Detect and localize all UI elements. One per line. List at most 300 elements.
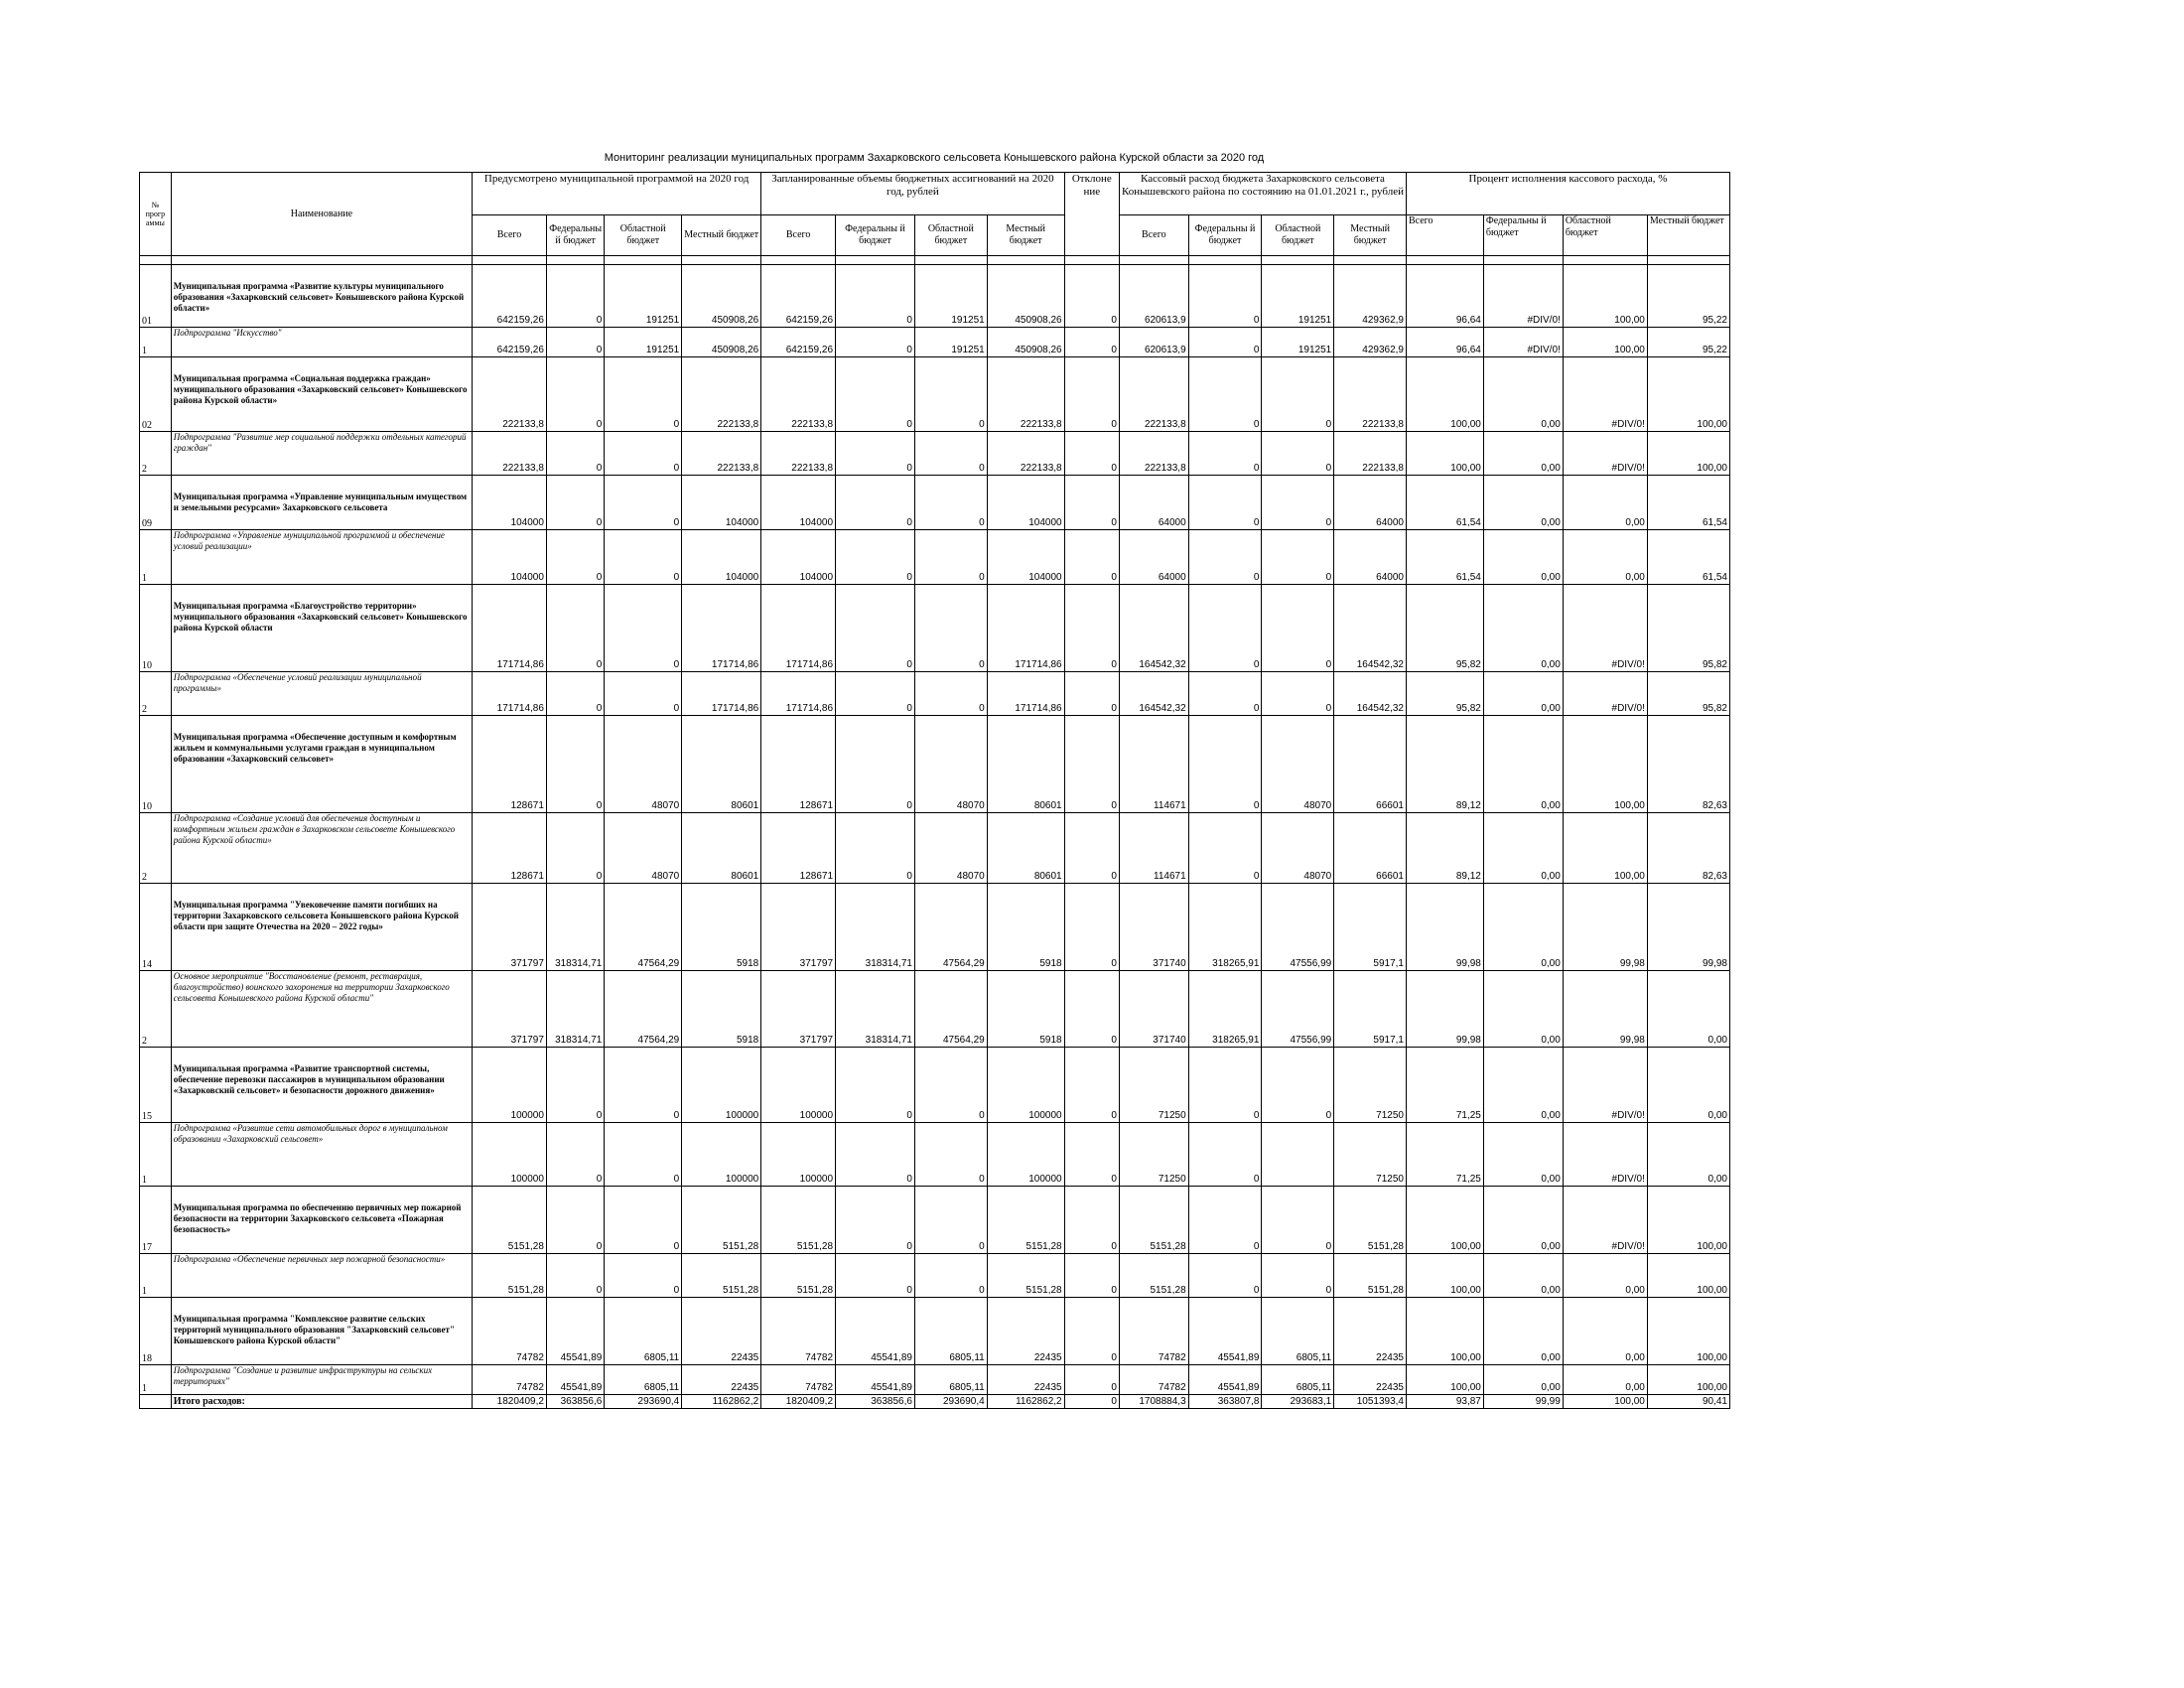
table-cell: 642159,26	[473, 265, 547, 328]
total-cell: 1820409,2	[473, 1395, 547, 1409]
table-cell: 0	[546, 585, 604, 672]
table-cell: 0	[836, 813, 915, 884]
table-cell: 0	[836, 1254, 915, 1298]
total-cell: 93,87	[1406, 1395, 1483, 1409]
program-number: 18	[140, 1298, 172, 1365]
table-cell: #DIV/0!	[1563, 585, 1647, 672]
table-cell: 100000	[761, 1123, 836, 1187]
table-cell: 318314,71	[546, 971, 604, 1048]
table-cell: 0,00	[1563, 530, 1647, 585]
table-cell: 128671	[473, 813, 547, 884]
program-name: Муниципальная программа "Комплексное развитие сельских территорий муниципального образования "Захарковский сельсовет" Конышевского района Курской области"	[171, 1298, 472, 1365]
total-number-cell	[140, 1395, 172, 1409]
table-cell: 0	[605, 432, 682, 476]
table-cell: 0	[1188, 328, 1262, 357]
table-cell: 318314,71	[546, 884, 604, 971]
table-cell: 64000	[1334, 530, 1407, 585]
table-cell: 222133,8	[1119, 432, 1188, 476]
table-cell: 0	[1262, 1254, 1334, 1298]
table-cell: 104000	[473, 476, 547, 530]
table-cell: 0	[1064, 1298, 1119, 1365]
table-cell: 0	[836, 716, 915, 813]
program-name: Муниципальная программа «Обеспечение доступным и комфортным жильем и коммунальными услугами граждан в муниципальном образовании «Захарковский сельсовет»	[171, 716, 472, 813]
table-cell: 0	[1262, 432, 1334, 476]
header-cash-expenditure: Кассовый расход бюджета Захарковского сельсовета Конышевского района по состоянию на 01.01.2021 г., рублей	[1119, 173, 1406, 215]
table-cell: #DIV/0!	[1563, 672, 1647, 716]
table-cell: 74782	[761, 1365, 836, 1395]
table-cell: 48070	[914, 813, 987, 884]
table-cell: 164542,32	[1334, 672, 1407, 716]
table-cell: 0	[1262, 1048, 1334, 1123]
table-cell: 0	[546, 1048, 604, 1123]
program-name: Муниципальная программа «Развитие транспортной системы, обеспечение перевозки пассажиров в муниципальном образовании «Захарковский сельсовет» и безопасности дорожного движения»	[171, 1048, 472, 1123]
table-cell: 318265,91	[1188, 971, 1262, 1048]
table-cell: 99,98	[1406, 884, 1483, 971]
total-cell: 363807,8	[1188, 1395, 1262, 1409]
table-cell: 5151,28	[1334, 1254, 1407, 1298]
table-cell: 100,00	[1406, 357, 1483, 432]
table-cell: 171714,86	[473, 672, 547, 716]
table-cell: 47556,99	[1262, 971, 1334, 1048]
col-regional: Областной бюджет	[605, 215, 682, 256]
table-cell: 5151,28	[987, 1187, 1064, 1254]
table-cell: 222133,8	[761, 357, 836, 432]
table-cell: 100,00	[1563, 813, 1647, 884]
total-cell: 100,00	[1563, 1395, 1647, 1409]
table-cell: 82,63	[1647, 716, 1729, 813]
table-cell	[1262, 1123, 1334, 1187]
total-cell: 0	[1064, 1395, 1119, 1409]
table-cell: 95,82	[1406, 585, 1483, 672]
table-cell: 450908,26	[682, 265, 761, 328]
table-cell: 450908,26	[987, 265, 1064, 328]
program-number: 2	[140, 672, 172, 716]
program-number: 1	[140, 1365, 172, 1395]
program-number: 01	[140, 265, 172, 328]
table-cell: 429362,9	[1334, 328, 1407, 357]
col-total: Всего	[473, 215, 547, 256]
table-cell: 100000	[682, 1048, 761, 1123]
table-cell: 0	[546, 265, 604, 328]
table-cell: 47556,99	[1262, 884, 1334, 971]
subprogram-row	[140, 672, 1730, 716]
table-cell: 191251	[1262, 328, 1334, 357]
table-cell: 171714,86	[682, 585, 761, 672]
table-cell: #DIV/0!	[1563, 1123, 1647, 1187]
table-cell: 222133,8	[1119, 357, 1188, 432]
table-cell: 0	[914, 432, 987, 476]
table-cell: 99,98	[1563, 884, 1647, 971]
table-cell: 171714,86	[761, 672, 836, 716]
table-cell: 222133,8	[761, 432, 836, 476]
table-cell: 0	[1188, 357, 1262, 432]
table-cell: 47564,29	[605, 971, 682, 1048]
table-cell: 104000	[987, 476, 1064, 530]
spacer-row	[140, 256, 1730, 265]
table-cell: 74782	[473, 1298, 547, 1365]
table-cell: 0	[1262, 357, 1334, 432]
table-cell: 0	[836, 265, 915, 328]
table-cell: #DIV/0!	[1563, 357, 1647, 432]
table-cell: 61,54	[1406, 530, 1483, 585]
program-number: 17	[140, 1187, 172, 1254]
table-cell: 191251	[914, 265, 987, 328]
table-cell: 100,00	[1406, 1365, 1483, 1395]
table-cell: 0,00	[1647, 1048, 1729, 1123]
table-cell: 5151,28	[682, 1187, 761, 1254]
subprogram-row	[140, 971, 1730, 1048]
table-cell: 22435	[682, 1298, 761, 1365]
table-cell: 100,00	[1406, 1254, 1483, 1298]
program-name: Муниципальная программа "Увековечение памяти погибших на территории Захарковского сельсовета Конышевского района Курской области при защите Отечества на 2020 – 2022 годы»	[171, 884, 472, 971]
table-cell: 0,00	[1483, 432, 1563, 476]
table-cell: 0,00	[1563, 476, 1647, 530]
table-cell: 0,00	[1563, 1254, 1647, 1298]
table-cell: 61,54	[1647, 476, 1729, 530]
table-cell: 371797	[761, 971, 836, 1048]
subprogram-row	[140, 813, 1730, 884]
table-cell: 45541,89	[546, 1298, 604, 1365]
col-federal: Федеральны й бюджет	[1188, 215, 1262, 256]
table-cell: 0	[1188, 716, 1262, 813]
table-cell: 6805,11	[1262, 1298, 1334, 1365]
total-cell: 1820409,2	[761, 1395, 836, 1409]
subprogram-row	[140, 1254, 1730, 1298]
table-cell: 0	[1064, 585, 1119, 672]
table-cell: 0,00	[1483, 716, 1563, 813]
col-local: Местный бюджет	[682, 215, 761, 256]
col-regional: Областной бюджет	[914, 215, 987, 256]
table-cell: 6805,11	[605, 1298, 682, 1365]
table-cell: 0	[1188, 265, 1262, 328]
table-cell: 0	[546, 432, 604, 476]
table-cell: 0	[546, 1187, 604, 1254]
table-cell: 0	[605, 1187, 682, 1254]
program-number: 2	[140, 971, 172, 1048]
subprogram-name: Подпрограмма "Развитие мер социальной поддержки отдельных категорий граждан"	[171, 432, 472, 476]
table-cell: 0,00	[1483, 1048, 1563, 1123]
table-cell: 71,25	[1406, 1123, 1483, 1187]
table-cell: 80601	[987, 716, 1064, 813]
table-cell: 0	[1064, 672, 1119, 716]
table-cell: 5151,28	[761, 1254, 836, 1298]
table-cell: 0	[546, 476, 604, 530]
table-cell: 222133,8	[682, 432, 761, 476]
table-cell: 47564,29	[914, 971, 987, 1048]
table-cell: 0	[546, 672, 604, 716]
table-cell: 0	[914, 1187, 987, 1254]
program-number: 09	[140, 476, 172, 530]
program-name: Муниципальная программа «Управление муниципальным имуществом и земельными ресурсами» Захарковского сельсовета	[171, 476, 472, 530]
table-cell: 22435	[987, 1298, 1064, 1365]
table-cell: 371740	[1119, 971, 1188, 1048]
total-cell: 1051393,4	[1334, 1395, 1407, 1409]
table-cell: 99,98	[1406, 971, 1483, 1048]
total-cell: 1162862,2	[987, 1395, 1064, 1409]
table-cell: 429362,9	[1334, 265, 1407, 328]
table-cell: 620613,9	[1119, 265, 1188, 328]
table-cell: 96,64	[1406, 328, 1483, 357]
table-cell: 191251	[605, 328, 682, 357]
table-cell: 450908,26	[987, 328, 1064, 357]
program-row	[140, 1187, 1730, 1254]
table-cell: 48070	[1262, 716, 1334, 813]
table-cell: 0,00	[1647, 1123, 1729, 1187]
table-cell: 5151,28	[987, 1254, 1064, 1298]
table-cell: 0	[1064, 328, 1119, 357]
table-cell: 0	[1064, 432, 1119, 476]
table-cell: 45541,89	[546, 1365, 604, 1395]
subprogram-row	[140, 1365, 1730, 1395]
table-cell: 5917,1	[1334, 971, 1407, 1048]
program-number: 10	[140, 585, 172, 672]
program-number: 2	[140, 813, 172, 884]
total-cell: 99,99	[1483, 1395, 1563, 1409]
table-cell: 100,00	[1563, 716, 1647, 813]
table-cell: 5151,28	[473, 1254, 547, 1298]
total-cell: 293683,1	[1262, 1395, 1334, 1409]
table-cell: 48070	[605, 716, 682, 813]
table-cell: 0,00	[1483, 672, 1563, 716]
col-local: Местный бюджет	[1334, 215, 1407, 256]
table-cell: 371797	[473, 884, 547, 971]
program-row	[140, 1298, 1730, 1365]
table-cell: #DIV/0!	[1563, 1187, 1647, 1254]
table-cell: 45541,89	[836, 1365, 915, 1395]
table-cell: 22435	[1334, 1298, 1407, 1365]
header-program-number: № прогр аммы	[140, 173, 172, 256]
total-cell: 1708884,3	[1119, 1395, 1188, 1409]
program-number: 1	[140, 1123, 172, 1187]
table-cell: 0	[1262, 672, 1334, 716]
subprogram-name: Подпрограмма «Создание условий для обеспечения доступным и комфортным жильем граждан в Захарковском сельсовете Конышевского района Курской области»	[171, 813, 472, 884]
table-cell: #DIV/0!	[1483, 265, 1563, 328]
table-cell: 61,54	[1406, 476, 1483, 530]
table-cell: 114671	[1119, 813, 1188, 884]
subprogram-row	[140, 530, 1730, 585]
table-cell: 80601	[682, 813, 761, 884]
table-cell: 95,22	[1647, 328, 1729, 357]
table-cell: 0,00	[1483, 476, 1563, 530]
table-cell: 100,00	[1406, 1298, 1483, 1365]
table-cell: 0	[1188, 476, 1262, 530]
table-cell: 164542,32	[1334, 585, 1407, 672]
table-cell: 0	[914, 1048, 987, 1123]
table-cell: 71250	[1334, 1123, 1407, 1187]
monitoring-table	[139, 172, 1730, 1409]
table-cell: 164542,32	[1119, 585, 1188, 672]
table-cell: 0	[1188, 1254, 1262, 1298]
table-cell: 171714,86	[473, 585, 547, 672]
table-cell: 74782	[1119, 1365, 1188, 1395]
table-cell: 0,00	[1483, 1187, 1563, 1254]
table-cell: 0,00	[1483, 357, 1563, 432]
program-name: Муниципальная программа «Развитие культуры муниципального образования «Захарковский сельсовет» Конышевского района Курской области»	[171, 265, 472, 328]
col-federal: Федеральны й бюджет	[836, 215, 915, 256]
table-cell: 0	[1262, 476, 1334, 530]
table-cell: 0	[546, 1254, 604, 1298]
table-cell: 371797	[761, 884, 836, 971]
program-name: Муниципальная программа «Социальная поддержка граждан» муниципального образования «Захарковский сельсовет» Конышевского района Курской области»	[171, 357, 472, 432]
col-total: Всего	[761, 215, 836, 256]
table-cell: 0,00	[1483, 585, 1563, 672]
table-cell: 0	[605, 1048, 682, 1123]
table-cell: 22435	[1334, 1365, 1407, 1395]
col-regional: Областной бюджет	[1563, 215, 1647, 256]
col-federal: Федеральны й бюджет	[1483, 215, 1563, 256]
table-cell: 45541,89	[836, 1298, 915, 1365]
table-cell: 104000	[987, 530, 1064, 585]
table-cell: 22435	[682, 1365, 761, 1395]
table-cell: 95,82	[1647, 672, 1729, 716]
table-cell: 0	[1188, 1123, 1262, 1187]
program-number: 02	[140, 357, 172, 432]
table-cell: 100000	[473, 1048, 547, 1123]
table-cell: 0	[836, 672, 915, 716]
table-cell: 100000	[682, 1123, 761, 1187]
table-cell: 45541,89	[1188, 1365, 1262, 1395]
table-cell: 171714,86	[987, 585, 1064, 672]
subprogram-name: Подпрограмма «Обеспечение условий реализации муниципальной программы»	[171, 672, 472, 716]
table-cell: 0,00	[1483, 971, 1563, 1048]
table-cell: 0	[546, 357, 604, 432]
table-cell: 104000	[682, 476, 761, 530]
header-budget-allocations: Запланированные объемы бюджетных ассигнований на 2020 год, рублей	[761, 173, 1064, 215]
table-cell: 104000	[682, 530, 761, 585]
table-cell: 0	[1064, 716, 1119, 813]
table-cell: 0	[1064, 357, 1119, 432]
table-body	[140, 256, 1730, 1409]
program-number: 14	[140, 884, 172, 971]
table-cell: 620613,9	[1119, 328, 1188, 357]
table-cell: 0	[605, 357, 682, 432]
table-cell: 0	[605, 585, 682, 672]
table-cell: 0	[1188, 1187, 1262, 1254]
table-cell: 0	[914, 1254, 987, 1298]
table-cell: 0	[546, 328, 604, 357]
table-cell: 48070	[914, 716, 987, 813]
table-cell: 0,00	[1483, 1298, 1563, 1365]
table-cell: 222133,8	[1334, 432, 1407, 476]
report-title: Мониторинг реализации муниципальных программ Захарковского сельсовета Конышевского района Курской области за 2020 год	[604, 152, 1265, 164]
table-cell: 104000	[761, 530, 836, 585]
table-cell: 0	[1262, 530, 1334, 585]
program-number: 15	[140, 1048, 172, 1123]
table-cell: 80601	[987, 813, 1064, 884]
table-cell: 318314,71	[836, 971, 915, 1048]
table-cell: 5151,28	[1119, 1187, 1188, 1254]
subprogram-row	[140, 328, 1730, 357]
col-total: Всего	[1119, 215, 1188, 256]
table-cell: 0	[1188, 1048, 1262, 1123]
table-cell: 100,00	[1563, 328, 1647, 357]
table-cell: 0	[836, 1048, 915, 1123]
table-cell: 0,00	[1647, 971, 1729, 1048]
total-cell: 293690,4	[914, 1395, 987, 1409]
table-cell: 71250	[1119, 1048, 1188, 1123]
table-cell: 0	[914, 1123, 987, 1187]
table-cell: 0,00	[1563, 1365, 1647, 1395]
table-cell: 128671	[761, 813, 836, 884]
table-cell: 0	[1064, 971, 1119, 1048]
table-cell: 100,00	[1647, 432, 1729, 476]
table-cell: 5151,28	[473, 1187, 547, 1254]
table-cell: 0	[836, 585, 915, 672]
table-cell: 100,00	[1563, 265, 1647, 328]
table-cell: 5918	[682, 971, 761, 1048]
program-row	[140, 476, 1730, 530]
table-cell: 47564,29	[605, 884, 682, 971]
table-cell: 6805,11	[914, 1365, 987, 1395]
table-cell: 64000	[1334, 476, 1407, 530]
table-cell: 0	[836, 357, 915, 432]
program-name: Муниципальная программа по обеспечению первичных мер пожарной безопасности на территории Захарковского сельсовета «Пожарная безопасность»	[171, 1187, 472, 1254]
table-cell: 89,12	[1406, 813, 1483, 884]
table-cell: 80601	[682, 716, 761, 813]
program-row	[140, 716, 1730, 813]
table-cell: 100,00	[1406, 432, 1483, 476]
table-cell: 171714,86	[761, 585, 836, 672]
table-cell: 0	[1064, 1123, 1119, 1187]
table-cell: 48070	[1262, 813, 1334, 884]
col-local: Местный бюджет	[987, 215, 1064, 256]
table-cell: 642159,26	[473, 328, 547, 357]
table-cell: 99,98	[1563, 971, 1647, 1048]
table-cell: 222133,8	[1334, 357, 1407, 432]
table-cell: 642159,26	[761, 328, 836, 357]
table-cell: 0	[1064, 1365, 1119, 1395]
table-cell: 0	[1064, 1048, 1119, 1123]
table-cell: 0	[546, 716, 604, 813]
table-cell: 5151,28	[682, 1254, 761, 1298]
table-cell: 0	[836, 476, 915, 530]
table-cell: 104000	[761, 476, 836, 530]
table-cell: 222133,8	[682, 357, 761, 432]
program-number: 10	[140, 716, 172, 813]
table-cell: 0	[836, 328, 915, 357]
table-cell: 104000	[473, 530, 547, 585]
program-name: Муниципальная программа «Благоустройство территории» муниципального образования «Захарковский сельсовет» Конышевского района Курской области	[171, 585, 472, 672]
table-cell: 114671	[1119, 716, 1188, 813]
table-cell: 5918	[987, 971, 1064, 1048]
total-label: Итого расходов:	[171, 1395, 472, 1409]
table-cell: 450908,26	[682, 328, 761, 357]
table-cell: 0	[1188, 672, 1262, 716]
table-cell: 171714,86	[682, 672, 761, 716]
subprogram-row	[140, 432, 1730, 476]
table-cell: 0	[605, 530, 682, 585]
table-cell: 100000	[473, 1123, 547, 1187]
table-cell: 100,00	[1406, 1187, 1483, 1254]
table-cell: 0	[1188, 585, 1262, 672]
table-cell: 6805,11	[914, 1298, 987, 1365]
table-cell: 0	[914, 476, 987, 530]
table-cell: 0,00	[1563, 1298, 1647, 1365]
table-cell: 61,54	[1647, 530, 1729, 585]
table-cell: 71,25	[1406, 1048, 1483, 1123]
table-cell: 5151,28	[1119, 1254, 1188, 1298]
table-cell: 100,00	[1647, 1365, 1729, 1395]
table-cell: 100000	[987, 1123, 1064, 1187]
table-cell: 0	[1188, 813, 1262, 884]
table-cell: 100,00	[1647, 1187, 1729, 1254]
table-cell: 0,00	[1483, 884, 1563, 971]
table-cell: 96,64	[1406, 265, 1483, 328]
table-cell: 0	[1064, 265, 1119, 328]
table-cell: 100,00	[1647, 1298, 1729, 1365]
table-cell: 222133,8	[473, 432, 547, 476]
table-cell: 5151,28	[1334, 1187, 1407, 1254]
